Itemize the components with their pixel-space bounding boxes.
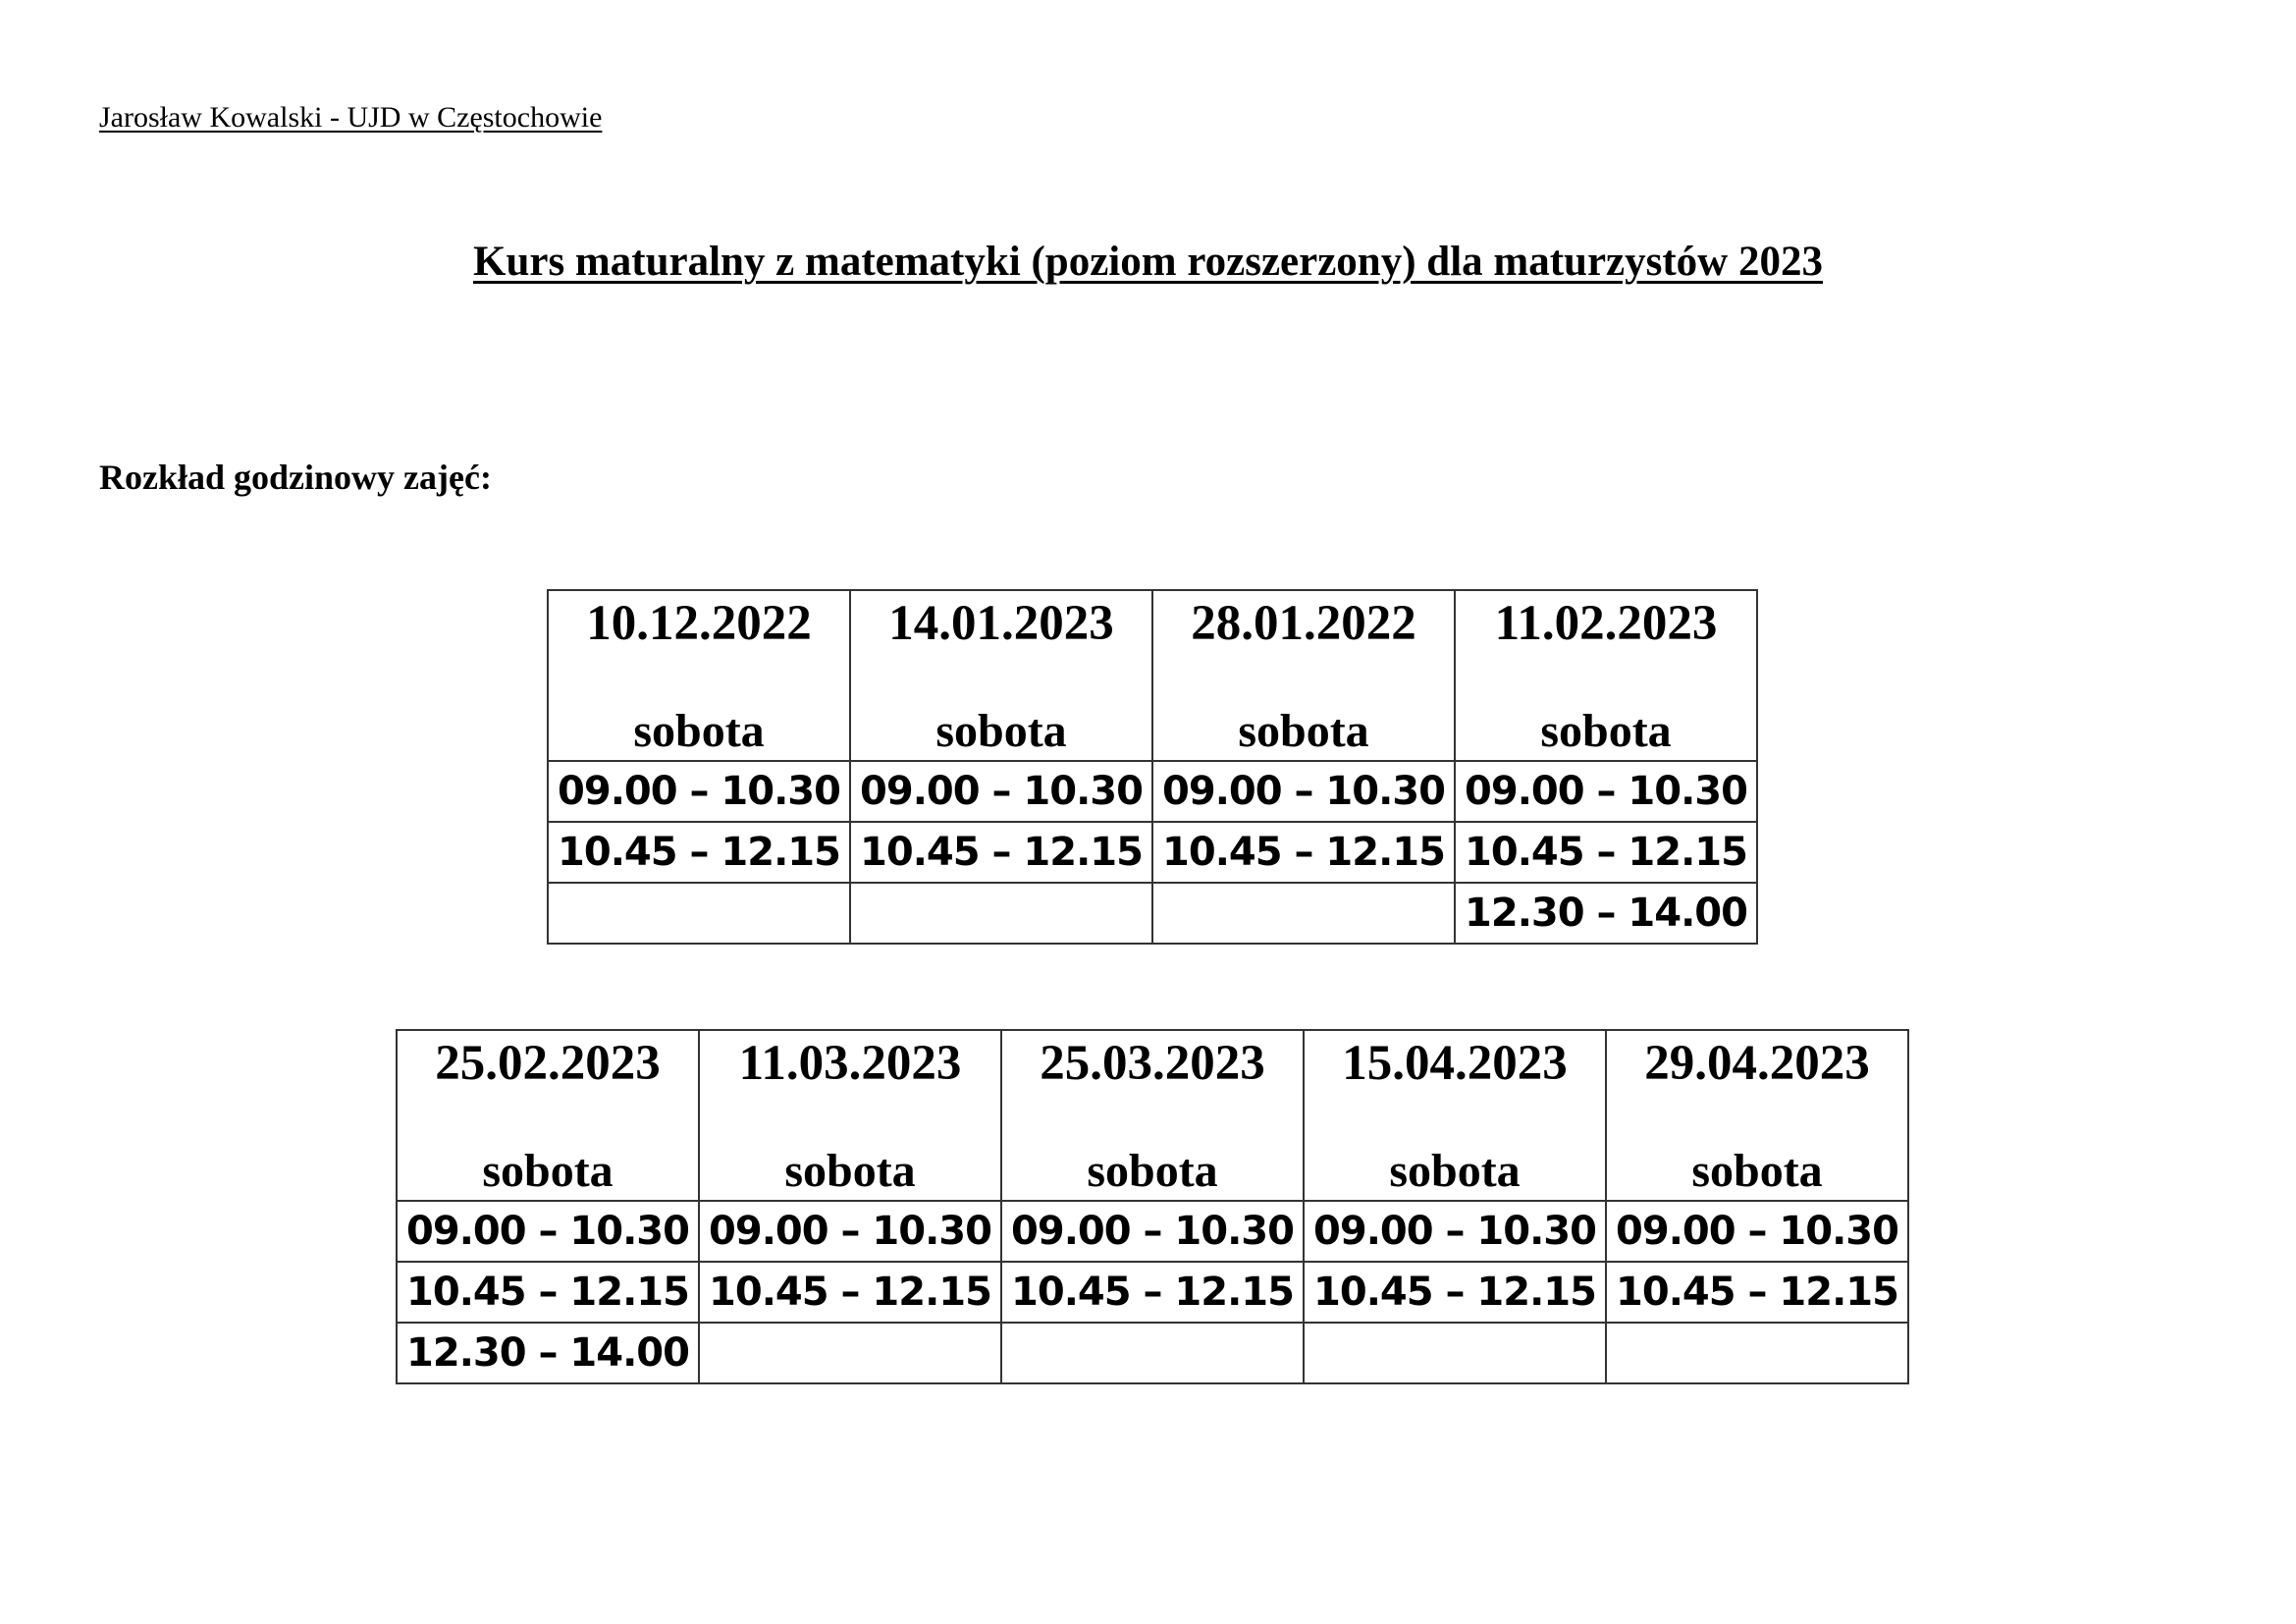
time-slot-cell: 12.30 – 14.00 (397, 1323, 699, 1383)
time-slot-cell: 09.00 – 10.30 (699, 1201, 1001, 1262)
date-header-cell (397, 1030, 699, 1201)
time-slot-cell: 10.45 – 12.15 (548, 822, 850, 883)
session-day: sobota (1087, 1145, 1218, 1197)
session-date: 28.01.2022 (1191, 596, 1416, 651)
session-date: 15.04.2023 (1342, 1036, 1568, 1091)
section-heading: Rozkład godzinowy zajęć: (99, 458, 492, 497)
session-date: 10.12.2022 (586, 596, 812, 651)
time-slot-cell (1001, 1323, 1304, 1383)
time-slot-cell (850, 883, 1152, 944)
session-date: 29.04.2023 (1644, 1036, 1870, 1091)
table-row (548, 822, 1757, 883)
date-header-cell (1152, 590, 1455, 761)
time-slot-cell (548, 883, 850, 944)
time-slot-cell: 09.00 – 10.30 (1152, 761, 1455, 822)
time-slot-cell (1304, 1323, 1606, 1383)
time-slot-cell: 10.45 – 12.15 (850, 822, 1152, 883)
time-slot-cell: 09.00 – 10.30 (1606, 1201, 1908, 1262)
session-day: sobota (1238, 705, 1369, 757)
session-day: sobota (784, 1145, 916, 1197)
table-header-row (397, 1030, 1908, 1201)
time-slot-cell: 09.00 – 10.30 (397, 1201, 699, 1262)
date-header-cell (548, 590, 850, 761)
time-slot-cell: 10.45 – 12.15 (1304, 1262, 1606, 1323)
session-date: 11.03.2023 (738, 1036, 962, 1091)
session-day: sobota (633, 705, 765, 757)
table-row (397, 1323, 1908, 1383)
time-slot-cell: 10.45 – 12.15 (1606, 1262, 1908, 1323)
session-date: 25.02.2023 (435, 1036, 661, 1091)
table-row (397, 1262, 1908, 1323)
date-header-cell (850, 590, 1152, 761)
session-date: 14.01.2023 (888, 596, 1114, 651)
author-line: Jarosław Kowalski - UJD w Częstochowie (99, 101, 603, 134)
schedule-table-2 (396, 1029, 1909, 1384)
session-day: sobota (482, 1145, 614, 1197)
page-title: Kurs maturalny z matematyki (poziom rozszerzony) dla maturzystów 2023 (473, 239, 1823, 285)
time-slot-cell: 09.00 – 10.30 (850, 761, 1152, 822)
time-slot-cell (1152, 883, 1455, 944)
date-header-cell (1001, 1030, 1304, 1201)
schedule-table-1 (547, 589, 1758, 945)
date-header-cell (1304, 1030, 1606, 1201)
time-slot-cell: 10.45 – 12.15 (397, 1262, 699, 1323)
time-slot-cell: 09.00 – 10.30 (1304, 1201, 1606, 1262)
time-slot-cell (699, 1323, 1001, 1383)
table-row (397, 1201, 1908, 1262)
time-slot-cell: 09.00 – 10.30 (1001, 1201, 1304, 1262)
date-header-cell (1455, 590, 1757, 761)
session-day: sobota (1691, 1145, 1823, 1197)
session-date: 11.02.2023 (1494, 596, 1718, 651)
time-slot-cell: 09.00 – 10.30 (1455, 761, 1757, 822)
time-slot-cell: 10.45 – 12.15 (1455, 822, 1757, 883)
session-day: sobota (1389, 1145, 1521, 1197)
table-row (548, 883, 1757, 944)
time-slot-cell: 10.45 – 12.15 (1001, 1262, 1304, 1323)
table-row (548, 761, 1757, 822)
table-header-row (548, 590, 1757, 761)
date-header-cell (699, 1030, 1001, 1201)
session-day: sobota (935, 705, 1067, 757)
time-slot-cell: 09.00 – 10.30 (548, 761, 850, 822)
time-slot-cell (1606, 1323, 1908, 1383)
session-date: 25.03.2023 (1040, 1036, 1265, 1091)
date-header-cell (1606, 1030, 1908, 1201)
time-slot-cell: 12.30 – 14.00 (1455, 883, 1757, 944)
time-slot-cell: 10.45 – 12.15 (1152, 822, 1455, 883)
time-slot-cell: 10.45 – 12.15 (699, 1262, 1001, 1323)
session-day: sobota (1540, 705, 1672, 757)
